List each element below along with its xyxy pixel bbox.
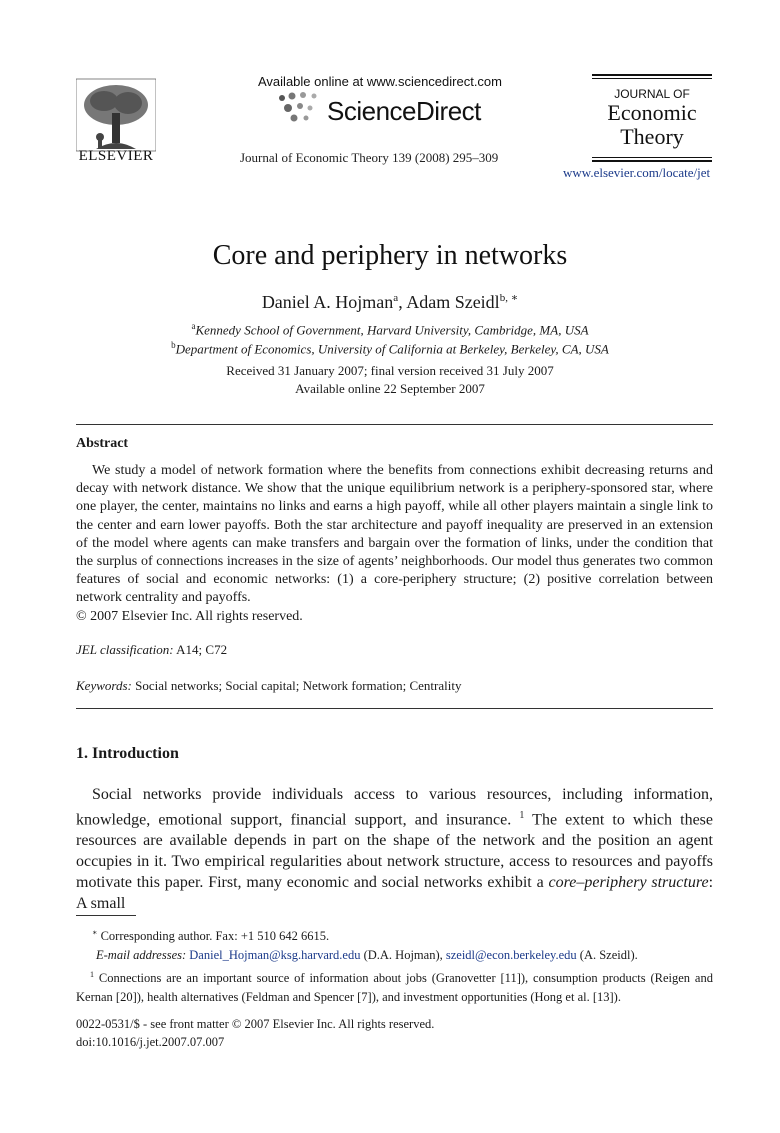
abstract-heading: Abstract [76, 436, 129, 451]
author-affil-marker[interactable]: b, ∗ [499, 292, 519, 304]
footnotes [76, 923, 713, 1007]
journal-logo [592, 74, 712, 162]
abstract-body [76, 462, 713, 626]
affiliation-a [0, 321, 780, 338]
doi-line[interactable]: doi:10.1016/j.jet.2007.07.007 [76, 1035, 225, 1049]
author-name[interactable]: Adam Szeidl [406, 292, 500, 312]
intro-text-1: Social networks provide individuals access to various resources, including information, knowledge, emotional support, financial support, and insurance. [76, 786, 713, 829]
journal-citation: Journal of Economic Theory 139 (2008) 295–309 [240, 150, 499, 165]
email-owner-1: (D.A. Hojman), [360, 948, 446, 963]
logo-rule-bottom-thin [592, 157, 712, 158]
abstract-text: We study a model of network formation where the benefits from connections exhibit decreasing returns and decay with network distance. We show that the unique equilibrium network is a periphery-sponsored star, where one player, the center, maintains no links and earns a high payoff, while all other players maintain a single link to the center and earn lower payoffs. Both the star architecture and payoff inequality are preserved in an extension of the model where agents can make transfers and bargain over the formation of links, under the condition that the surplus of connections increases in the size of agents’ neighborhoods. Our model thus generates two common features of social and economic networks: (1) a core-periphery structure; (2) positive correlation between network centrality and payoffs. [76, 463, 713, 606]
logo-rule-top [592, 74, 712, 76]
logo-journal-of: JOURNAL OF [614, 87, 690, 101]
author-name[interactable]: Daniel A. Hojman [261, 292, 394, 312]
footnote-emails [76, 946, 713, 965]
keywords-label: Keywords: [76, 678, 132, 693]
issn-line: 0022-0531/$ - see front matter © 2007 Elsevier Inc. All rights reserved. [76, 1017, 435, 1031]
affil-text: Kennedy School of Government, Harvard University, Cambridge, MA, USA [195, 322, 589, 338]
email-link-hojman[interactable]: Daniel_Hojman@ksg.harvard.edu [189, 948, 361, 963]
affil-marker: a [191, 321, 196, 331]
intro-paragraph [76, 784, 713, 914]
footnote-ref-1[interactable]: 1 [519, 810, 525, 821]
received-dates: Received 31 January 2007; final version received 31 July 2007 [226, 363, 554, 378]
jel-codes: A14; C72 [173, 642, 228, 657]
affil-text: Department of Economics, University of California at Berkeley, Berkeley, CA, USA [175, 341, 609, 357]
available-date: Available online 22 September 2007 [295, 381, 485, 396]
footnote-1-text: Connections are an important source of information about jobs (Granovetter [11]), consumption products (Reigen and Kernan [20]), health alternatives (Feldman and Spencer [7]), and investment opportunities (Hong et al. [13]). [76, 971, 713, 1005]
corresponding-marker: ∗ [92, 928, 98, 937]
jel-label: JEL classification: [76, 642, 174, 657]
affil-marker: b [171, 340, 176, 350]
logo-rule-top-thin [592, 78, 712, 79]
logo-rule-bottom [592, 160, 712, 162]
sciencedirect-wordmark: ScienceDirect [327, 96, 481, 126]
section-heading-introduction: 1. Introduction [76, 745, 179, 762]
intro-emphasis: core–periphery structure [548, 874, 709, 892]
logo-economic: Economic [607, 100, 697, 125]
footnote-corresponding [76, 923, 713, 946]
copyright-line: © 2007 Elsevier Inc. All rights reserved. [76, 608, 303, 624]
keywords-list: Social networks; Social capital; Network formation; Centrality [131, 678, 462, 693]
author-list: Daniel A. Hojman$^a$, Adam Szeidl$^{b, ∗}$ [261, 292, 519, 312]
intro-text-3: : A small [76, 874, 714, 913]
logo-theory: Theory [620, 124, 684, 149]
available-online-text: Available online at www.sciencedirect.com [258, 74, 502, 89]
footnote-1-marker: 1 [90, 970, 94, 980]
footnote-1 [76, 965, 713, 1007]
intro-text-2: The extent to which these resources are available depends in part on the shape of the network and the position an agent occupies in it. Two empirical regularities about network structure, access to resources and payoffs motivate this paper. First, many economic and social networks exhibit a [76, 811, 714, 892]
journal-url-link[interactable]: www.elsevier.com/locate/jet [563, 165, 711, 180]
abstract-bottom-rule [76, 708, 713, 709]
introduction-body [76, 784, 713, 914]
affiliation-b [0, 340, 780, 357]
email-owner-2: (A. Szeidl). [576, 948, 638, 963]
author-affil-marker[interactable]: a [393, 292, 399, 304]
corresponding-text: Corresponding author. Fax: +1 510 642 6615. [97, 929, 330, 944]
abstract-top-rule [76, 424, 713, 425]
footnote-rule [76, 915, 136, 916]
email-label: E-mail addresses: [96, 948, 187, 963]
email-link-szeidl[interactable]: szeidl@econ.berkeley.edu [445, 948, 577, 963]
publisher-name: ELSEVIER [78, 148, 154, 164]
front-matter-info [76, 1015, 434, 1051]
keywords [76, 678, 461, 694]
jel-classification [76, 642, 227, 658]
article-title: Core and periphery in networks [212, 240, 568, 271]
